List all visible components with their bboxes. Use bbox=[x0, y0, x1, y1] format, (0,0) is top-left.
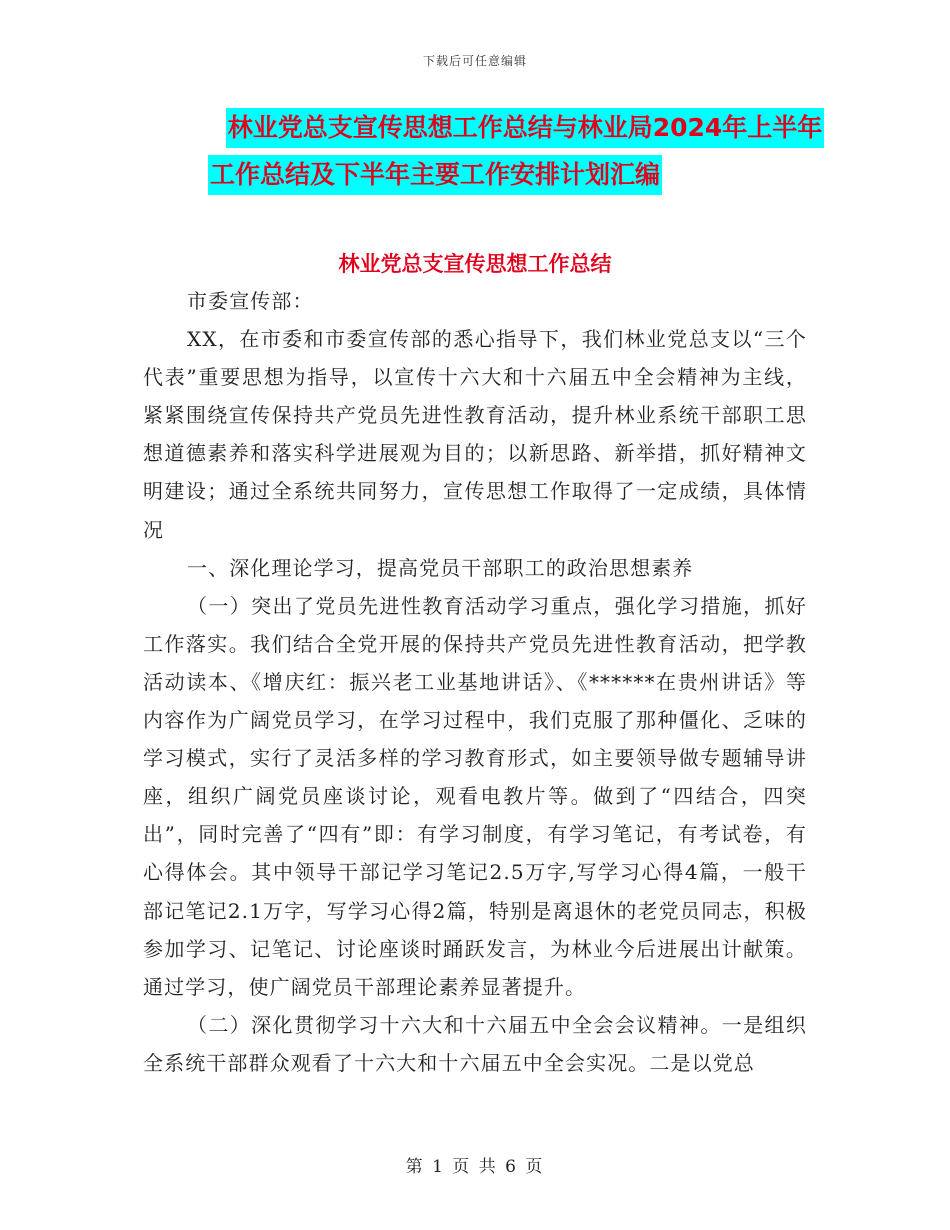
document-title-line-2: 工作总结及下半年主要工作安排计划汇编 bbox=[208, 155, 662, 195]
page-header-note: 下载后可任意编辑 bbox=[422, 54, 527, 68]
body-paragraph-1: （一）突出了党员先进性教育活动学习重点，强化学习措施，抓好工作落实。我们结合全党开展的保持共产党员先进性教育活动，把学教活动读本、《增庆红：振兴老工业基地讲话》、《******在贵州讲话》等内容作为广阔党员学习，在学习过程中，我们克服了那种僵化、乏味的学习模式，实行了灵活多样的学习教育形式，如主要领导做专题辅导讲座，组织广阔党员座谈讨论，观看电教片等。做到了“四结合，四突出”，同时完善了“四有”即：有学习制度，有学习笔记，有考试卷，有心得体会。其中领导干部记学习笔记2.5万字,写学习心得4篇，一般干部记笔记2.1万字，写学习心得2篇，特别是离退休的老党员同志，积极参加学习、记笔记、讨论座谈时踊跃发言，为林业今后进展出计献策。通过学习，使广阔党员干部理论素养显著提升。 bbox=[143, 593, 807, 999]
section-title: 林业党总支宣传思想工作总结 bbox=[338, 252, 612, 276]
body-paragraph-2: （二）深化贯彻学习十六大和十六届五中全会会议精神。一是组织全系统干部群众观看了十六大和十六届五中全会实况。二是以党总 bbox=[143, 1012, 807, 1075]
intro-paragraph: XX，在市委和市委宣传部的悉心指导下，我们林业党总支以“三个代表”重要思想为指导，以宣传十六大和十六届五中全会精神为主线，紧紧围绕宣传保持共产党员先进性教育活动，提升林业系统干部职工思想道德素养和落实科学进展观为目的；以新思路、新举措，抓好精神文明建设；通过全系统共同努力，宣传思想工作取得了一定成绩，具体情况 bbox=[143, 327, 807, 542]
document-body bbox=[143, 282, 807, 1082]
page-number-footer: 第 1 页 共 6 页 bbox=[405, 1157, 545, 1177]
salutation-paragraph: 市委宣传部： bbox=[187, 289, 314, 313]
document-title bbox=[0, 108, 950, 195]
document-title-line-1: 林业党总支宣传思想工作总结与林业局2024年上半年 bbox=[226, 108, 825, 148]
section-heading-paragraph: 一、深化理论学习，提高党员干部职工的政治思想素养 bbox=[187, 555, 694, 580]
